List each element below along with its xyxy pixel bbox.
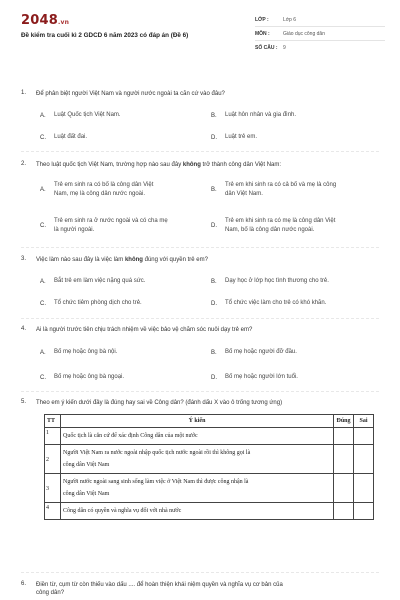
divider xyxy=(21,572,379,573)
question-6 xyxy=(21,581,381,597)
answer-false-cell[interactable] xyxy=(354,428,374,445)
page-title: Đề kiểm tra cuối kì 2 GDCD 6 năm 2023 có đáp án (Đề 6) xyxy=(21,32,189,39)
answer-true-cell[interactable] xyxy=(334,428,354,445)
option-text: Tổ chức tiêm phòng dịch cho trẻ. xyxy=(54,300,142,306)
question-text xyxy=(36,581,381,597)
option-line: Trẻ em sinh ra có bố là công dân Việt xyxy=(54,182,154,188)
row-number: 3 xyxy=(45,474,61,503)
question-text-emphasis: không xyxy=(124,257,143,263)
question-number: 2. xyxy=(21,161,27,167)
option-text: Luật đất đai. xyxy=(54,134,88,140)
question-line: Điền từ, cụm từ còn thiếu vào dấu .... để hoàn thiện khái niệm quyền và nghĩa vụ cơ bản của xyxy=(36,582,283,588)
question-text xyxy=(36,256,381,264)
option-text: Luật hôn nhân và gia đình. xyxy=(225,112,297,118)
table-row xyxy=(45,474,374,503)
question-2 xyxy=(21,161,381,169)
meta-count-label: SỐ CÂU : xyxy=(255,45,278,51)
question-1 xyxy=(21,90,381,98)
row-opinion xyxy=(61,474,334,503)
option-letter: D. xyxy=(211,223,217,229)
option-text xyxy=(225,217,335,235)
option-text: Bắt trẻ em làm việc nặng quá sức. xyxy=(54,278,146,284)
opinion-line: Người Việt Nam ra nước ngoài nhập quốc tịch nước ngoài rồi thì không gọi là xyxy=(63,450,251,456)
option-text: Bố mẹ hoặc ông bà nội. xyxy=(54,349,118,355)
option-text: Luật trẻ em. xyxy=(225,134,258,140)
table-header-row xyxy=(45,415,374,428)
option-3b[interactable] xyxy=(211,277,329,286)
option-letter: D. xyxy=(211,374,217,381)
col-header-false: Sai xyxy=(354,415,374,428)
meta-count-value: 9 xyxy=(283,45,286,51)
row-number: 2 xyxy=(45,445,61,474)
question-3 xyxy=(21,256,381,264)
question-text: Để phân biệt người Việt Nam và người nước ngoài ta căn cứ vào đâu? xyxy=(36,91,225,97)
divider xyxy=(21,391,379,392)
option-line: Trẻ em khi sinh ra có cả bố và mẹ là công xyxy=(225,182,337,188)
option-letter: A. xyxy=(40,112,46,119)
option-letter: C. xyxy=(40,300,46,307)
option-1b[interactable] xyxy=(211,111,296,120)
question-number: 3. xyxy=(21,256,27,262)
page-header xyxy=(0,0,400,60)
option-line: Trẻ em khi sinh ra có mẹ là công dân Việt xyxy=(225,218,336,224)
option-3c[interactable] xyxy=(40,299,142,308)
question-text-part: Việc làm nào sau đây là việc làm xyxy=(36,257,125,263)
site-logo[interactable] xyxy=(21,13,69,28)
option-text xyxy=(54,181,153,199)
option-1a[interactable] xyxy=(40,111,121,120)
opinion-line: Công dân có quyền và nghĩa vụ đối với nhà nước xyxy=(63,508,182,514)
option-2d[interactable] xyxy=(211,217,381,235)
option-text xyxy=(225,181,336,199)
option-4a[interactable] xyxy=(40,348,117,357)
question-text: Ai là người trước tiên chịu trách nhiệm về việc bảo vệ chăm sóc nuôi dạy trẻ em? xyxy=(36,327,253,333)
option-4d[interactable] xyxy=(211,373,298,382)
opinion-line: công dân Việt Nam xyxy=(63,491,110,497)
option-text: Bố mẹ hoặc người đỡ đầu. xyxy=(225,349,297,355)
option-text: Dạy học ở lớp học tình thương cho trẻ. xyxy=(225,278,329,284)
option-line: dân Việt Nam. xyxy=(225,191,263,197)
option-letter: A. xyxy=(40,187,46,193)
row-number: 1 xyxy=(45,428,61,445)
answer-true-cell[interactable] xyxy=(334,445,354,474)
option-3d[interactable] xyxy=(211,299,326,308)
meta-subject-label: MÔN : xyxy=(255,31,270,37)
option-letter: B. xyxy=(211,112,217,119)
option-text: Luật Quốc tịch Việt Nam. xyxy=(54,112,121,118)
table-row xyxy=(45,428,374,445)
question-text-part: đúng với quyền trẻ em? xyxy=(142,257,208,263)
logo-suffix: .vn xyxy=(57,19,70,26)
logo-text: 2048 xyxy=(21,13,58,28)
option-line: Nam, bố là công dân nước ngoài. xyxy=(225,227,315,233)
opinion-line: công dân Việt Nam xyxy=(63,462,110,468)
option-1c[interactable] xyxy=(40,133,87,142)
option-line: là người ngoài. xyxy=(54,227,95,233)
option-letter: C. xyxy=(40,223,46,229)
option-4b[interactable] xyxy=(211,348,297,357)
option-3a[interactable] xyxy=(40,277,145,286)
option-letter: B. xyxy=(211,349,217,356)
option-2a[interactable] xyxy=(40,181,200,199)
opinion-table xyxy=(44,414,374,520)
divider xyxy=(255,40,385,41)
opinion-line: Người nước ngoài sang sinh sống làm việc ở Việt Nam thì được công nhận là xyxy=(63,479,249,485)
question-line: công dân? xyxy=(36,590,65,596)
divider xyxy=(21,151,379,152)
option-letter: A. xyxy=(40,349,46,356)
question-text: Theo em ý kiến dưới đây là đúng hay sai về Công dân? (đánh dấu X vào ô trống tương ứng) xyxy=(36,400,283,406)
answer-false-cell[interactable] xyxy=(354,503,374,520)
meta-class-value: Lớp 6 xyxy=(283,17,297,23)
option-4c[interactable] xyxy=(40,373,124,382)
meta-subject-value: Giáo dục công dân xyxy=(283,31,325,37)
answer-true-cell[interactable] xyxy=(334,474,354,503)
question-number: 5. xyxy=(21,399,27,405)
option-letter: B. xyxy=(211,187,217,193)
row-number: 4 xyxy=(45,503,61,520)
option-letter: B. xyxy=(211,278,217,285)
table-row xyxy=(45,503,374,520)
option-text: Tổ chức việc làm cho trẻ có khó khăn. xyxy=(225,300,327,306)
option-1d[interactable] xyxy=(211,133,257,142)
option-text: Bố mẹ hoặc ông bà ngoại. xyxy=(54,374,125,380)
col-header-true: Đúng xyxy=(334,415,354,428)
question-5 xyxy=(21,399,381,407)
answer-false-cell[interactable] xyxy=(354,474,374,503)
option-line: Trẻ em sinh ra ở nước ngoài và có cha mẹ xyxy=(54,218,168,224)
col-header-tt: TT xyxy=(45,415,61,428)
option-2c[interactable] xyxy=(40,217,200,235)
question-number: 4. xyxy=(21,326,27,332)
option-text xyxy=(54,217,168,235)
option-text: Bố mẹ hoặc người lớn tuổi. xyxy=(225,374,298,380)
question-number: 6. xyxy=(21,581,27,587)
option-letter: D. xyxy=(211,134,217,141)
option-letter: C. xyxy=(40,374,46,381)
col-header-opinion: Ý kiến xyxy=(61,415,334,428)
question-text-emphasis: không xyxy=(182,162,201,168)
meta-class-label: LỚP : xyxy=(255,17,269,23)
question-number: 1. xyxy=(21,90,27,96)
answer-false-cell[interactable] xyxy=(354,445,374,474)
question-text-part: Theo luật quốc tịch Việt Nam, trường hợp nào sau đây xyxy=(36,162,183,168)
option-letter: A. xyxy=(40,278,46,285)
option-letter: D. xyxy=(211,300,217,307)
table-row xyxy=(45,445,374,474)
option-2b[interactable] xyxy=(211,181,381,199)
option-line: Nam, mẹ là công dân nước ngoài. xyxy=(54,191,145,197)
question-text-part: trở thành công dân Việt Nam: xyxy=(200,162,282,168)
row-opinion xyxy=(61,445,334,474)
divider xyxy=(21,318,379,319)
divider xyxy=(255,26,385,27)
divider xyxy=(21,247,379,248)
answer-true-cell[interactable] xyxy=(334,503,354,520)
question-4 xyxy=(21,326,381,334)
row-opinion xyxy=(61,428,334,445)
question-text xyxy=(36,161,381,169)
opinion-line: Quốc tịch là căn cứ để xác định Công dân của một nước xyxy=(63,433,198,439)
row-opinion xyxy=(61,503,334,520)
option-letter: C. xyxy=(40,134,46,141)
